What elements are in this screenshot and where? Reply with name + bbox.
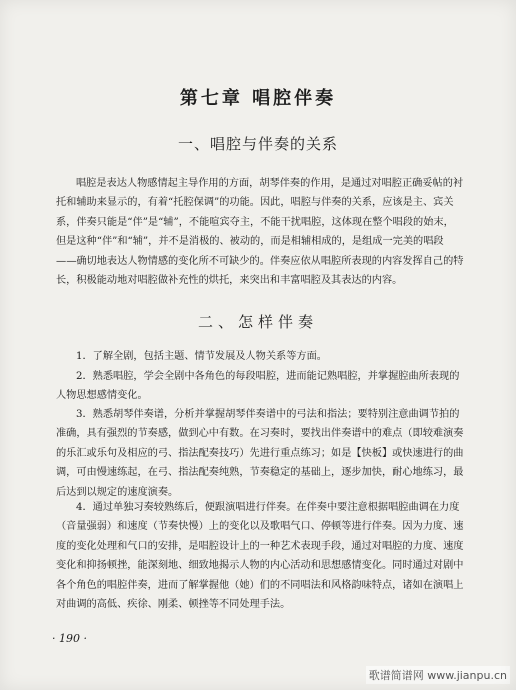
page-number: · 190 ·: [52, 632, 87, 645]
paragraph-line: 后达到以规定的速度演奏。: [56, 486, 179, 498]
paragraph-line: 度的变化处理和气口的安排，是唱腔设计上的一种艺术表现手段，通过对唱腔的力度、速度: [56, 540, 464, 552]
chapter-title: 第七章 唱腔伴奏: [179, 88, 337, 109]
list-item-1: [56, 347, 466, 366]
paragraph-line: 唱腔是表达人物感情起主导作用的方面，胡琴伴奏的作用，是通过对唱腔正确妥帖的衬: [76, 178, 464, 189]
paragraph-line: 3．熟悉胡琴伴奏谱，分析并掌握胡琴伴奏谱中的弓法和指法；要特别注意曲调节拍的: [76, 409, 460, 420]
paragraph-line: ——确切地表达人物情感的变化所不可缺少的。伴奏应依从唱腔所表现的内容发挥自己的特: [56, 255, 464, 267]
site-watermark: 歌谱简谱网 www.jianpu.cn: [366, 666, 510, 684]
paragraph-line: 的乐汇或乐句及相应的弓、指法配奏技巧）先进行重点练习；如是【快板】或快速进行的曲: [56, 447, 464, 459]
list-item-4: [56, 498, 466, 614]
paragraph-line: 变化和抑扬顿挫，能深刻地、细致地揭示人物的内心活动和思想感情变化。同时通过对剧中: [56, 560, 464, 572]
intro-paragraph: [56, 174, 466, 290]
section-title-how-to-accompany: 二、怎样伴奏: [197, 313, 318, 331]
paragraph-line: 准确，具有强烈的节奏感，做到心中有数。在习奏时，要找出伴奏谱中的难点（即较难演奏: [56, 428, 464, 440]
paragraph-line: 系，伴奏只能是“伴”是“辅”，不能喧宾夺主，不能干扰唱腔，这体现在整个唱段的始末，: [56, 216, 454, 228]
paragraph-line: 1．了解全剧，包括主题、情节发展及人物关系等方面。: [76, 351, 327, 362]
section-title-relationship: 一、唱腔与伴奏的关系: [177, 135, 338, 153]
paragraph-line: 长，积极能动地对唱腔做补充性的烘托，来突出和丰富唱腔及其表达的内容。: [56, 275, 403, 287]
list-item-2: [56, 367, 466, 406]
paragraph-line: 2．熟悉唱腔，学会全剧中各角色的每段唱腔，进而能记熟唱腔，并掌握腔曲所表现的: [76, 371, 460, 382]
paragraph-line: 4．通过单独习奏较熟练后，便跟演唱进行伴奏。在伴奏中要注意根据唱腔曲调在力度: [76, 502, 460, 513]
paragraph-line: 各个角色的唱腔伴奏，进而了解掌握他（她）们的不同唱法和风格韵味特点，诸如在演唱上: [56, 579, 464, 591]
paragraph-line: 但是这种“伴”和“辅”，并不是消极的、被动的，而是相辅相成的，是组成一完美的唱段: [56, 236, 444, 248]
paragraph-line: 托和辅助来显示的，有着“托腔保调”的功能。因此，唱腔与伴奏的关系，应该是主、宾关: [56, 197, 454, 209]
paragraph-line: 人物思想感情变化。: [56, 390, 148, 402]
paragraph-line: 对曲调的高低、疾徐、刚柔、顿挫等不同处理手法。: [56, 599, 291, 611]
paragraph-line: （音量强弱）和速度（节奏快慢）上的变化以及歌唱气口、停顿等进行伴奏。因为力度、速: [56, 521, 464, 533]
list-item-3: [56, 405, 466, 502]
paragraph-line: 调，可由慢速练起，在弓、指法配奏纯熟，节奏稳定的基础上，逐步加快，耐心地练习，最: [56, 467, 464, 479]
